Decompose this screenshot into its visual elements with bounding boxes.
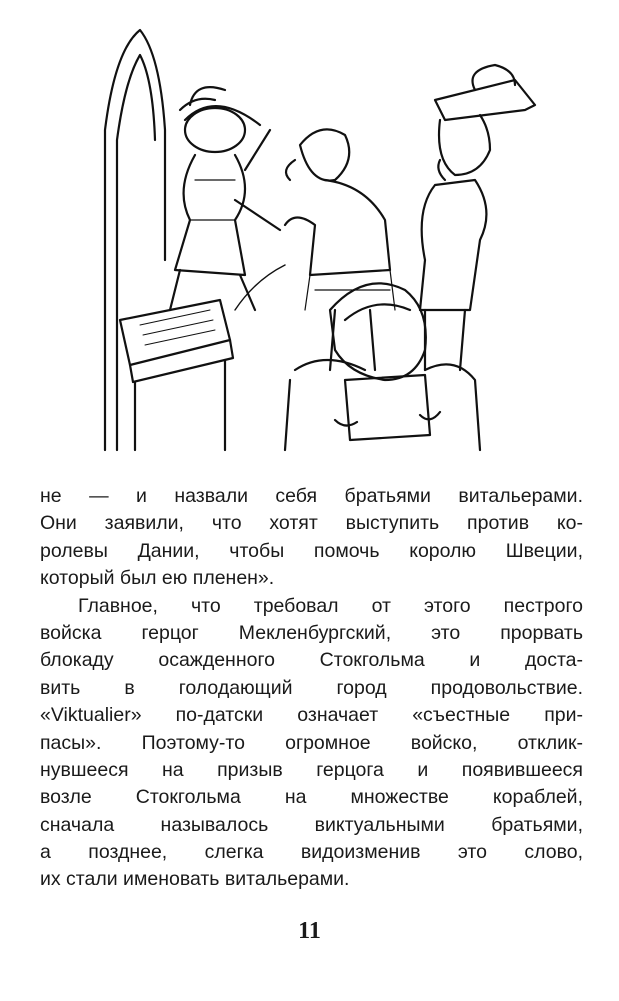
body-text	[40, 483, 583, 894]
text-line: их стали именовать витальерами.	[40, 868, 350, 891]
text-line: не — и назвали себя братьями витальерами.	[40, 485, 583, 507]
text-line: блокаду осажденного Стокгольма и доста-	[40, 649, 583, 672]
text-line: а позднее, слегка видоизменив это слово,	[40, 841, 583, 864]
text-line: войска герцог Мекленбургский, это прорвать	[40, 621, 583, 644]
text-line: сначала называлось виктуальными братьями,	[40, 813, 583, 836]
text-line: пасы». Поэтому-то огромное войско, отклик-	[40, 731, 583, 754]
text-line: «Viktualier» по-датски означает «съестные при-	[40, 704, 583, 727]
text-line: Они заявили, что хотят выступить против ко-	[40, 512, 583, 535]
text-line: ролевы Дании, чтобы помочь королю Швеции,	[40, 539, 583, 562]
text-line: возле Стокгольма на множестве кораблей,	[40, 786, 583, 809]
text-line: Главное, что требовал от этого пестрого	[78, 594, 583, 617]
text-line: который был ею пленен».	[40, 567, 275, 590]
text-line: нувшееся на призыв герцога и появившееся	[40, 758, 583, 781]
illustration	[95, 10, 545, 455]
text-line: вить в голодающий город продовольствие.	[40, 676, 583, 699]
page-number: 11	[298, 918, 321, 944]
